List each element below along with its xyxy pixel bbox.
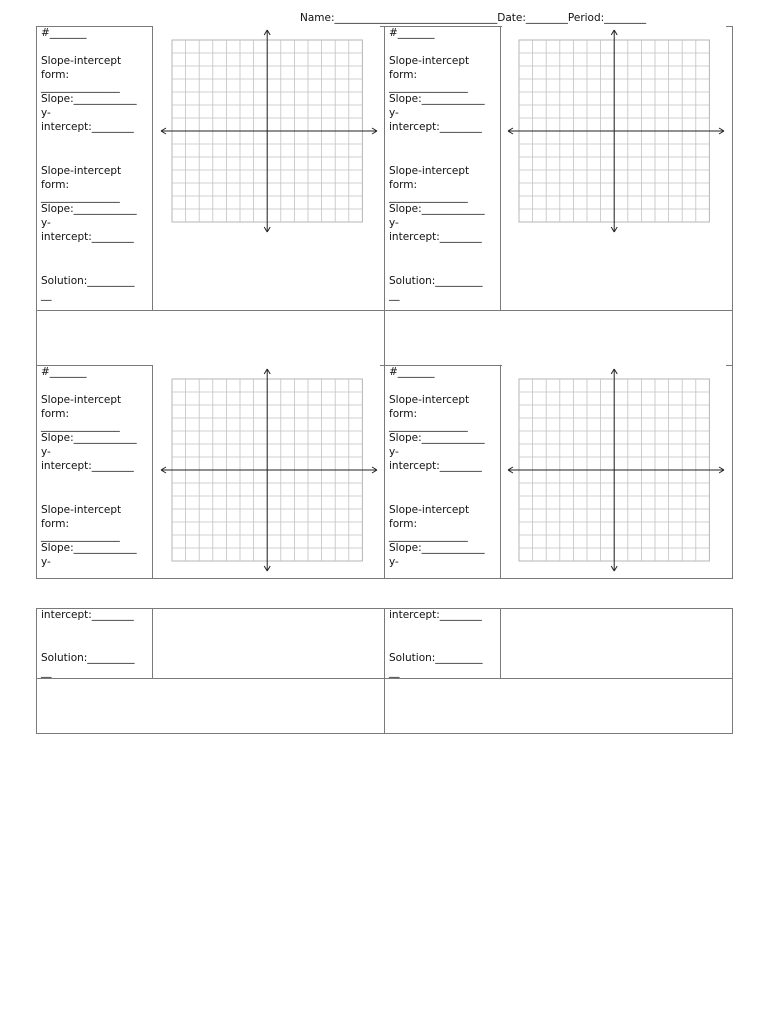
solution-field-tail: __ <box>389 666 400 678</box>
top-box-center-divider <box>384 26 385 366</box>
slope-intercept-label: Slope-intercept <box>41 394 122 406</box>
solution-field-tail: __ <box>389 289 400 301</box>
slope-field: Slope:____________ <box>41 432 137 444</box>
bottom-box-right-border <box>732 608 733 734</box>
mid-box-col-divider-2 <box>500 365 501 579</box>
mid-box-right-border <box>732 365 733 579</box>
y-intercept-field: intercept:________ <box>41 231 134 243</box>
coordinate-grid-2 <box>505 28 727 234</box>
top-box-col-divider-2 <box>500 26 501 310</box>
slope-field: Slope:____________ <box>389 203 485 215</box>
slope-field: Slope:____________ <box>41 542 137 554</box>
form-answer-line: _______________ <box>389 81 468 93</box>
problem-4-fields-continued <box>389 608 497 679</box>
coordinate-grid-1 <box>158 28 380 234</box>
form-label: form: <box>389 408 418 420</box>
form-label: form: <box>41 69 70 81</box>
problem-number-field: #_______ <box>41 366 87 378</box>
form-label: form: <box>41 518 70 530</box>
y-label: y- <box>389 446 399 458</box>
problem-number-field: #_______ <box>389 366 435 378</box>
slope-field: Slope:____________ <box>389 93 485 105</box>
y-label: y- <box>41 217 51 229</box>
y-label: y- <box>41 446 51 458</box>
worksheet-header: Name:_______________________________Date:________Period:________ <box>300 12 647 24</box>
bottom-box-col-divider-1 <box>152 608 153 678</box>
y-label: y- <box>41 556 51 568</box>
y-label: y- <box>389 107 399 119</box>
form-label: form: <box>41 179 70 191</box>
y-label: y- <box>389 556 399 568</box>
y-intercept-field: intercept:________ <box>41 460 134 472</box>
problem-2-fields <box>389 26 497 302</box>
solution-field: Solution:_________ <box>41 275 135 287</box>
y-intercept-field: intercept:________ <box>389 460 482 472</box>
problem-number-field: #_______ <box>41 27 87 39</box>
y-intercept-field: intercept:________ <box>41 609 134 621</box>
form-label: form: <box>389 69 418 81</box>
solution-field-tail: __ <box>41 289 52 301</box>
slope-field: Slope:____________ <box>41 203 137 215</box>
slope-intercept-label: Slope-intercept <box>389 55 470 67</box>
form-label: form: <box>389 518 418 530</box>
top-box-left-border <box>36 26 37 366</box>
bottom-box-left-border <box>36 608 37 734</box>
mid-box-center-divider <box>384 365 385 579</box>
solution-field-tail: __ <box>41 666 52 678</box>
problem-4-fields <box>389 365 497 569</box>
coordinate-grid-4 <box>505 367 727 573</box>
form-label: form: <box>41 408 70 420</box>
form-answer-line: _______________ <box>41 191 120 203</box>
slope-intercept-label: Slope-intercept <box>389 165 470 177</box>
form-answer-line: _______________ <box>389 530 468 542</box>
y-intercept-field: intercept:________ <box>389 609 482 621</box>
mid-box-col-divider-1 <box>152 365 153 579</box>
solution-field: Solution:_________ <box>389 652 483 664</box>
y-intercept-field: intercept:________ <box>41 121 134 133</box>
form-answer-line: _______________ <box>41 81 120 93</box>
problem-1-fields <box>41 26 149 302</box>
bottom-box-col-divider-2 <box>500 608 501 678</box>
slope-intercept-label: Slope-intercept <box>41 504 122 516</box>
solution-field: Solution:_________ <box>389 275 483 287</box>
slope-field: Slope:____________ <box>41 93 137 105</box>
solution-field: Solution:_________ <box>41 652 135 664</box>
slope-field: Slope:____________ <box>389 432 485 444</box>
bottom-box-bottom-border <box>36 733 733 734</box>
form-label: form: <box>389 179 418 191</box>
slope-intercept-label: Slope-intercept <box>41 55 122 67</box>
form-answer-line: _______________ <box>41 530 120 542</box>
y-label: y- <box>389 217 399 229</box>
y-intercept-field: intercept:________ <box>389 121 482 133</box>
problem-number-field: #_______ <box>389 27 435 39</box>
form-answer-line: _______________ <box>389 420 468 432</box>
form-answer-line: _______________ <box>41 420 120 432</box>
mid-box-bottom-border <box>36 578 733 579</box>
slope-intercept-label: Slope-intercept <box>389 504 470 516</box>
mid-box-left-border <box>36 365 37 579</box>
slope-field: Slope:____________ <box>389 542 485 554</box>
bottom-box-center-divider <box>384 608 385 734</box>
problem-3-fields <box>41 365 149 569</box>
problem-3-fields-continued <box>41 608 149 679</box>
slope-intercept-label: Slope-intercept <box>389 394 470 406</box>
form-answer-line: _______________ <box>389 191 468 203</box>
top-box-right-border <box>732 26 733 366</box>
top-box-col-divider-1 <box>152 26 153 310</box>
y-label: y- <box>41 107 51 119</box>
top-box-row-divider <box>36 310 733 311</box>
y-intercept-field: intercept:________ <box>389 231 482 243</box>
slope-intercept-label: Slope-intercept <box>41 165 122 177</box>
coordinate-grid-3 <box>158 367 380 573</box>
